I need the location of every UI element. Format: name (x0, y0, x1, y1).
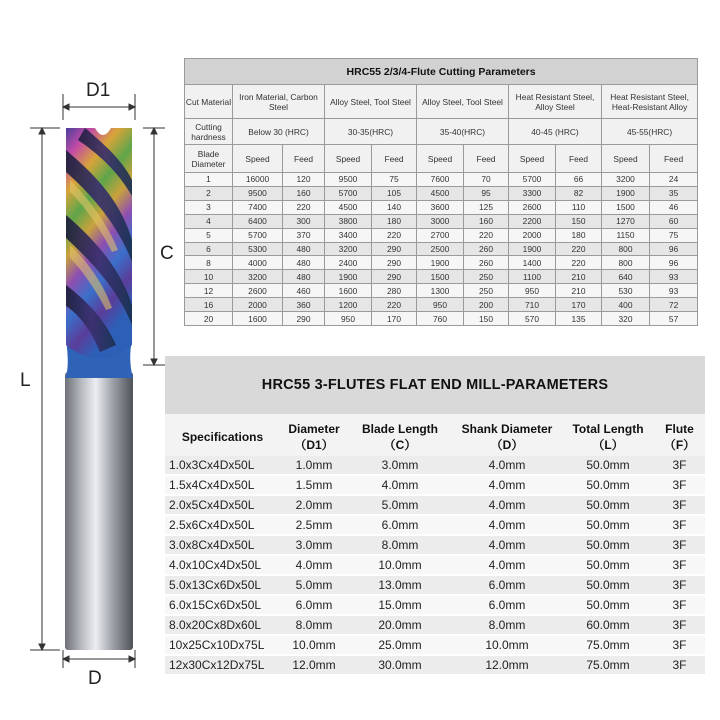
speed-cell: 5700 (325, 186, 372, 200)
speed-cell: 1900 (602, 186, 650, 200)
diameter-cell: 1.0mm (280, 456, 348, 475)
speed-header: Speed (509, 145, 556, 173)
speed-cell: 1300 (417, 284, 464, 298)
total-length-cell: 50.0mm (562, 535, 654, 555)
speed-cell: 1600 (325, 284, 372, 298)
shank-diameter-cell: 4.0mm (452, 456, 562, 475)
total-length-cell: 50.0mm (562, 595, 654, 615)
speed-cell: 950 (509, 284, 556, 298)
spec-name-cell: 4.0x10Cx4Dx50L (165, 555, 280, 575)
feed-cell: 220 (283, 200, 325, 214)
feed-cell: 290 (372, 270, 417, 284)
dimension-d (63, 650, 135, 668)
hardness-header: 35-40(HRC) (417, 119, 509, 145)
cutting-table-row (185, 284, 698, 298)
speed-cell: 2000 (233, 298, 283, 312)
cutting-table-row (185, 186, 698, 200)
shank-diameter-cell: 10.0mm (452, 635, 562, 655)
cutting-parameters-table (184, 58, 698, 326)
flute-cell: 3F (654, 475, 705, 495)
spec-name-cell: 6.0x15Cx6Dx50L (165, 595, 280, 615)
blade-length-cell: 6.0mm (348, 515, 452, 535)
dimension-label-l: L (20, 370, 31, 391)
blade-diameter-cell: 10 (185, 270, 233, 284)
speed-cell: 640 (602, 270, 650, 284)
speed-cell: 2400 (325, 256, 372, 270)
feed-cell: 290 (283, 312, 325, 326)
speed-cell: 570 (509, 312, 556, 326)
total-length-cell: 60.0mm (562, 615, 654, 635)
flute-cell: 3F (654, 515, 705, 535)
blade-length-cell: 10.0mm (348, 555, 452, 575)
dimension-label-c: C (160, 243, 174, 264)
feed-cell: 46 (650, 200, 698, 214)
diameter-cell: 1.5mm (280, 475, 348, 495)
feed-cell: 60 (650, 214, 698, 228)
speed-cell: 320 (602, 312, 650, 326)
cutting-table-row (185, 228, 698, 242)
feed-cell: 290 (372, 256, 417, 270)
blade-diameter-cell: 6 (185, 242, 233, 256)
speed-cell: 1500 (417, 270, 464, 284)
blade-diameter-cell: 5 (185, 228, 233, 242)
diameter-cell: 10.0mm (280, 635, 348, 655)
speed-cell: 2000 (509, 228, 556, 242)
feed-header: Feed (650, 145, 698, 173)
feed-cell: 135 (556, 312, 602, 326)
spec-name-cell: 1.0x3Cx4Dx50L (165, 456, 280, 475)
flute-cell: 3F (654, 456, 705, 475)
feed-cell: 96 (650, 256, 698, 270)
feed-cell: 460 (283, 284, 325, 298)
speed-cell: 4500 (417, 186, 464, 200)
shank-diameter-cell: 4.0mm (452, 495, 562, 515)
feed-cell: 170 (372, 312, 417, 326)
feed-cell: 180 (372, 214, 417, 228)
feed-cell: 210 (556, 284, 602, 298)
flute-cell: 3F (654, 635, 705, 655)
cutting-table-title: HRC55 2/3/4-Flute Cutting Parameters (185, 59, 698, 85)
total-length-cell: 75.0mm (562, 655, 654, 675)
feed-cell: 24 (650, 173, 698, 187)
feed-cell: 150 (464, 312, 509, 326)
speed-cell: 9500 (325, 173, 372, 187)
cutting-table-row (185, 200, 698, 214)
flute-cell: 3F (654, 495, 705, 515)
spec-header-name: Specifications (181, 430, 264, 444)
total-length-cell: 50.0mm (562, 575, 654, 595)
feed-cell: 95 (464, 186, 509, 200)
feed-cell: 260 (464, 242, 509, 256)
diameter-cell: 3.0mm (280, 535, 348, 555)
spec-table-title: HRC55 3-FLUTES FLAT END MILL-PARAMETERS (165, 356, 705, 414)
feed-cell: 70 (464, 173, 509, 187)
speed-cell: 1270 (602, 214, 650, 228)
feed-cell: 200 (464, 298, 509, 312)
spec-column-header (452, 418, 562, 456)
speed-cell: 3400 (325, 228, 372, 242)
blade-diameter-cell: 1 (185, 173, 233, 187)
speed-cell: 5700 (233, 228, 283, 242)
spec-column-header (562, 418, 654, 456)
feed-cell: 210 (556, 270, 602, 284)
feed-cell: 220 (556, 256, 602, 270)
speed-cell: 2500 (417, 242, 464, 256)
speed-cell: 1600 (233, 312, 283, 326)
spec-column-header (165, 418, 280, 456)
cutting-table-row (185, 173, 698, 187)
feed-cell: 93 (650, 270, 698, 284)
row-label-blade-diameter: Blade Diameter (185, 145, 233, 173)
feed-header: Feed (372, 145, 417, 173)
speed-cell: 2600 (509, 200, 556, 214)
spec-table-row (165, 456, 705, 475)
speed-cell: 1150 (602, 228, 650, 242)
spec-table-row (165, 615, 705, 635)
blade-length-cell: 25.0mm (348, 635, 452, 655)
row-label-cutting-hardness: Cutting hardness (185, 119, 233, 145)
hardness-header: 45-55(HRC) (602, 119, 698, 145)
feed-cell: 120 (283, 173, 325, 187)
spec-table-row (165, 475, 705, 495)
feed-cell: 290 (372, 242, 417, 256)
speed-header: Speed (417, 145, 464, 173)
speed-cell: 760 (417, 312, 464, 326)
speed-cell: 800 (602, 242, 650, 256)
feed-cell: 75 (650, 228, 698, 242)
blade-length-cell: 15.0mm (348, 595, 452, 615)
blade-length-cell: 4.0mm (348, 475, 452, 495)
cutting-table-row (185, 312, 698, 326)
spec-header-symbol: （D） (490, 438, 524, 452)
speed-cell: 9500 (233, 186, 283, 200)
shank-diameter-cell: 12.0mm (452, 655, 562, 675)
feed-cell: 180 (556, 228, 602, 242)
diameter-cell: 12.0mm (280, 655, 348, 675)
spec-table-row (165, 595, 705, 615)
total-length-cell: 50.0mm (562, 456, 654, 475)
cutting-table-row (185, 214, 698, 228)
hardness-header: 40-45 (HRC) (509, 119, 602, 145)
spec-table-row (165, 535, 705, 555)
spec-name-cell: 3.0x8Cx4Dx50L (165, 535, 280, 555)
feed-cell: 220 (464, 228, 509, 242)
dimension-l (30, 128, 60, 650)
spec-table-row (165, 495, 705, 515)
spec-header-symbol: （C） (383, 438, 417, 452)
feed-cell: 66 (556, 173, 602, 187)
flute-cell: 3F (654, 655, 705, 675)
speed-header: Speed (233, 145, 283, 173)
spec-header-name: Flute (665, 422, 694, 436)
speed-cell: 400 (602, 298, 650, 312)
diameter-cell: 2.5mm (280, 515, 348, 535)
blade-diameter-cell: 8 (185, 256, 233, 270)
feed-cell: 160 (283, 186, 325, 200)
shank-diameter-cell: 8.0mm (452, 615, 562, 635)
feed-header: Feed (464, 145, 509, 173)
diameter-cell: 6.0mm (280, 595, 348, 615)
blade-diameter-cell: 20 (185, 312, 233, 326)
spec-column-header (280, 418, 348, 456)
blade-length-cell: 8.0mm (348, 535, 452, 555)
speed-cell: 710 (509, 298, 556, 312)
feed-cell: 75 (372, 173, 417, 187)
spec-header-name: Shank Diameter (461, 422, 553, 436)
shank-diameter-cell: 4.0mm (452, 515, 562, 535)
feed-cell: 150 (556, 214, 602, 228)
total-length-cell: 50.0mm (562, 495, 654, 515)
speed-cell: 16000 (233, 173, 283, 187)
speed-header: Speed (325, 145, 372, 173)
spec-header-name: Blade Length (361, 422, 438, 436)
cutting-table-row (185, 270, 698, 284)
speed-cell: 4500 (325, 200, 372, 214)
speed-cell: 3200 (602, 173, 650, 187)
blade-diameter-cell: 4 (185, 214, 233, 228)
feed-cell: 250 (464, 270, 509, 284)
feed-cell: 160 (464, 214, 509, 228)
spec-table (165, 418, 705, 676)
material-header: Heat Resistant Steel, Heat-Resistant Alloy (602, 85, 698, 119)
blade-diameter-cell: 3 (185, 200, 233, 214)
spec-header-symbol: （D1） (294, 438, 334, 452)
blade-length-cell: 5.0mm (348, 495, 452, 515)
feed-header: Feed (283, 145, 325, 173)
spec-table-row (165, 655, 705, 675)
speed-cell: 7600 (417, 173, 464, 187)
feed-cell: 72 (650, 298, 698, 312)
flute-cell: 3F (654, 595, 705, 615)
feed-cell: 480 (283, 256, 325, 270)
diameter-cell: 8.0mm (280, 615, 348, 635)
diameter-cell: 2.0mm (280, 495, 348, 515)
speed-cell: 2200 (509, 214, 556, 228)
feed-cell: 105 (372, 186, 417, 200)
feed-cell: 300 (283, 214, 325, 228)
speed-cell: 3800 (325, 214, 372, 228)
speed-cell: 950 (325, 312, 372, 326)
cutting-table-row (185, 242, 698, 256)
feed-cell: 110 (556, 200, 602, 214)
speed-cell: 800 (602, 256, 650, 270)
feed-cell: 125 (464, 200, 509, 214)
speed-cell: 3200 (233, 270, 283, 284)
speed-cell: 3000 (417, 214, 464, 228)
total-length-cell: 75.0mm (562, 635, 654, 655)
material-header: Heat Resistant Steel, Alloy Steel (509, 85, 602, 119)
feed-cell: 57 (650, 312, 698, 326)
flute-cell: 3F (654, 535, 705, 555)
shank-diameter-cell: 6.0mm (452, 575, 562, 595)
blade-length-cell: 13.0mm (348, 575, 452, 595)
blade-length-cell: 30.0mm (348, 655, 452, 675)
material-header: Iron Material, Carbon Steel (233, 85, 325, 119)
speed-cell: 530 (602, 284, 650, 298)
speed-cell: 1100 (509, 270, 556, 284)
shank-diameter-cell: 4.0mm (452, 535, 562, 555)
flute-cell: 3F (654, 555, 705, 575)
spec-name-cell: 10x25Cx10Dx75L (165, 635, 280, 655)
diameter-cell: 4.0mm (280, 555, 348, 575)
speed-cell: 4000 (233, 256, 283, 270)
cutting-table-row (185, 298, 698, 312)
total-length-cell: 50.0mm (562, 475, 654, 495)
spec-table-row (165, 555, 705, 575)
spec-name-cell: 2.0x5Cx4Dx50L (165, 495, 280, 515)
spec-name-cell: 12x30Cx12Dx75L (165, 655, 280, 675)
total-length-cell: 50.0mm (562, 515, 654, 535)
feed-cell: 220 (372, 228, 417, 242)
speed-cell: 1500 (602, 200, 650, 214)
speed-header: Speed (602, 145, 650, 173)
spec-table-row (165, 515, 705, 535)
hardness-header: Below 30 (HRC) (233, 119, 325, 145)
spec-table-row (165, 635, 705, 655)
feed-cell: 220 (556, 242, 602, 256)
blade-diameter-cell: 16 (185, 298, 233, 312)
blade-diameter-cell: 12 (185, 284, 233, 298)
feed-cell: 360 (283, 298, 325, 312)
speed-cell: 1900 (325, 270, 372, 284)
speed-cell: 7400 (233, 200, 283, 214)
feed-cell: 82 (556, 186, 602, 200)
feed-cell: 370 (283, 228, 325, 242)
diameter-cell: 5.0mm (280, 575, 348, 595)
feed-header: Feed (556, 145, 602, 173)
speed-cell: 1900 (509, 242, 556, 256)
spec-name-cell: 2.5x6Cx4Dx50L (165, 515, 280, 535)
spec-name-cell: 5.0x13Cx6Dx50L (165, 575, 280, 595)
speed-cell: 2600 (233, 284, 283, 298)
spec-header-name: Total Length (572, 422, 644, 436)
feed-cell: 170 (556, 298, 602, 312)
speed-cell: 950 (417, 298, 464, 312)
speed-cell: 1900 (417, 256, 464, 270)
speed-cell: 1400 (509, 256, 556, 270)
shank-diameter-cell: 6.0mm (452, 595, 562, 615)
speed-cell: 6400 (233, 214, 283, 228)
feed-cell: 96 (650, 242, 698, 256)
cutting-table-row (185, 256, 698, 270)
blade-length-cell: 3.0mm (348, 456, 452, 475)
feed-cell: 480 (283, 242, 325, 256)
shank-diameter-cell: 4.0mm (452, 555, 562, 575)
speed-cell: 2700 (417, 228, 464, 242)
spec-header-symbol: （L） (592, 438, 624, 452)
speed-cell: 3300 (509, 186, 556, 200)
blade-diameter-cell: 2 (185, 186, 233, 200)
flute-cell: 3F (654, 615, 705, 635)
spec-column-header (654, 418, 705, 456)
feed-cell: 260 (464, 256, 509, 270)
shank-diameter-cell: 4.0mm (452, 475, 562, 495)
speed-cell: 1200 (325, 298, 372, 312)
dimension-label-d1: D1 (86, 80, 111, 101)
spec-name-cell: 8.0x20Cx8Dx60L (165, 615, 280, 635)
tool-shank (65, 372, 133, 650)
feed-cell: 140 (372, 200, 417, 214)
spec-name-cell: 1.5x4Cx4Dx50L (165, 475, 280, 495)
spec-column-header (348, 418, 452, 456)
material-header: Alloy Steel, Tool Steel (417, 85, 509, 119)
speed-cell: 5300 (233, 242, 283, 256)
speed-cell: 3200 (325, 242, 372, 256)
spec-panel (165, 356, 705, 672)
material-header: Alloy Steel, Tool Steel (325, 85, 417, 119)
hardness-header: 30-35(HRC) (325, 119, 417, 145)
speed-cell: 3600 (417, 200, 464, 214)
spec-table-row (165, 575, 705, 595)
feed-cell: 93 (650, 284, 698, 298)
flute-cell: 3F (654, 575, 705, 595)
spec-header-name: Diameter (288, 422, 340, 436)
feed-cell: 250 (464, 284, 509, 298)
feed-cell: 280 (372, 284, 417, 298)
spec-header-symbol: （F） (663, 438, 696, 452)
total-length-cell: 50.0mm (562, 555, 654, 575)
feed-cell: 35 (650, 186, 698, 200)
feed-cell: 480 (283, 270, 325, 284)
blade-length-cell: 20.0mm (348, 615, 452, 635)
row-label-cut-material: Cut Material (185, 85, 233, 119)
speed-cell: 5700 (509, 173, 556, 187)
feed-cell: 220 (372, 298, 417, 312)
dimension-label-d: D (88, 668, 102, 689)
